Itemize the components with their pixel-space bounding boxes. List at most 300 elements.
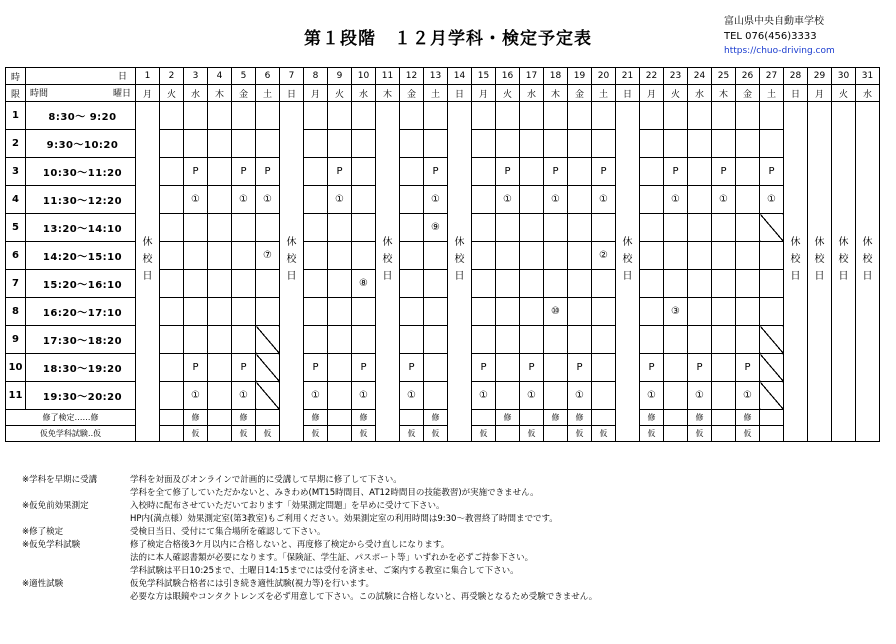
school-name: 富山県中央自動車学校 [724, 16, 824, 27]
schedule-cell [520, 102, 544, 130]
schedule-cell [232, 270, 256, 298]
note-row [22, 591, 597, 604]
exam-mark: 仮 [472, 426, 496, 442]
lesson-number-mark: ① [472, 382, 496, 410]
weekday-header: 水 [856, 85, 880, 102]
schedule-cell [160, 242, 184, 270]
closed-day-cell [784, 102, 808, 442]
schedule-cell [736, 242, 760, 270]
day-header: 13 [424, 68, 448, 85]
schedule-cell [688, 186, 712, 214]
day-header: 3 [184, 68, 208, 85]
weekday-header: 金 [736, 85, 760, 102]
schedule-cell [400, 214, 424, 242]
note-row [22, 578, 597, 591]
day-header: 19 [568, 68, 592, 85]
period-number: 9 [6, 326, 26, 354]
schedule-cell [520, 326, 544, 354]
weekday-header: 土 [592, 85, 616, 102]
p-mark: P [544, 158, 568, 186]
schedule-cell [328, 242, 352, 270]
schedule-cell [208, 102, 232, 130]
bottom-cell [400, 410, 424, 426]
exam-mark: 仮 [184, 426, 208, 442]
schedule-cell [160, 158, 184, 186]
schedule-cell [352, 214, 376, 242]
weekday-header: 水 [352, 85, 376, 102]
schedule-cell [592, 102, 616, 130]
schedule-cell [760, 326, 784, 354]
schedule-cell [184, 298, 208, 326]
day-label-cell [26, 68, 136, 85]
schedule-cell [736, 270, 760, 298]
schedule-cell [160, 102, 184, 130]
day-label: 日 [117, 72, 127, 82]
schedule-cell [568, 326, 592, 354]
schedule-cell [232, 326, 256, 354]
day-header: 9 [328, 68, 352, 85]
weekday-header: 木 [376, 85, 400, 102]
schedule-cell [592, 326, 616, 354]
p-mark: P [232, 354, 256, 382]
weekday-header: 日 [784, 85, 808, 102]
bottom-cell [592, 410, 616, 426]
schedule-cell [736, 298, 760, 326]
closed-day-cell [832, 102, 856, 442]
schedule-cell [424, 326, 448, 354]
weekday-header: 金 [232, 85, 256, 102]
bottom-cell [544, 426, 568, 442]
note-text: 学科試験は平日10:25まで、土曜日14:15までには受付を済ませ、ご案内する教室に集合して下さい。 [130, 566, 519, 576]
period-time: 10:30〜11:20 [26, 158, 136, 186]
p-mark: P [520, 354, 544, 382]
weekday-header: 月 [472, 85, 496, 102]
schedule-cell [712, 298, 736, 326]
closed-label [376, 234, 399, 285]
weekday-header: 火 [664, 85, 688, 102]
schedule-cell [184, 242, 208, 270]
schedule-cell [208, 130, 232, 158]
schedule-cell [256, 270, 280, 298]
exam-mark: 修 [568, 410, 592, 426]
note-text: 法的に本人確認書類が必要になります。「保険証、学生証、パスポート等」いずれかを必ずご持参下さい。 [130, 553, 534, 563]
schedule-cell [184, 214, 208, 242]
period-time: 16:20〜17:10 [26, 298, 136, 326]
bottom-row-label: 仮免学科試験‥仮 [6, 426, 136, 442]
schedule-cell [664, 102, 688, 130]
schedule-cell [688, 214, 712, 242]
schedule-cell [304, 102, 328, 130]
schedule-cell [592, 214, 616, 242]
weekday-header: 土 [424, 85, 448, 102]
schedule-cell [328, 354, 352, 382]
schedule-cell [232, 130, 256, 158]
schedule-cell [760, 354, 784, 382]
weekday-header: 月 [304, 85, 328, 102]
lesson-number-mark: ① [712, 186, 736, 214]
schedule-cell [160, 186, 184, 214]
schedule-cell [424, 354, 448, 382]
closed-label [448, 234, 471, 285]
schedule-cell [160, 214, 184, 242]
schedule-cell [688, 158, 712, 186]
notes-section [22, 474, 597, 604]
schedule-cell [760, 242, 784, 270]
note-key: ※適性試験 [22, 579, 64, 589]
schedule-cell [400, 186, 424, 214]
schedule-cell [208, 298, 232, 326]
closed-label [280, 234, 303, 285]
closed-day-cell [808, 102, 832, 442]
jigen-header-2: 限 [6, 85, 26, 102]
period-time: 9:30〜10:20 [26, 130, 136, 158]
weekday-header: 日 [448, 85, 472, 102]
closed-label [616, 234, 639, 285]
p-mark: P [400, 354, 424, 382]
note-row [22, 487, 597, 500]
day-header: 15 [472, 68, 496, 85]
weekday-header: 木 [208, 85, 232, 102]
note-row [22, 565, 597, 578]
schedule-cell [568, 102, 592, 130]
bottom-cell [520, 410, 544, 426]
exam-mark: 仮 [736, 426, 760, 442]
exam-mark: 仮 [352, 426, 376, 442]
schedule-cell [400, 326, 424, 354]
schedule-cell [544, 354, 568, 382]
schedule-cell [400, 270, 424, 298]
day-header: 23 [664, 68, 688, 85]
period-time: 15:20〜16:10 [26, 270, 136, 298]
weekday-header: 火 [328, 85, 352, 102]
schedule-cell [736, 158, 760, 186]
lesson-number-mark: ① [184, 186, 208, 214]
schedule-cell [520, 158, 544, 186]
schedule-cell [160, 130, 184, 158]
period-time: 11:30〜12:20 [26, 186, 136, 214]
schedule-cell [592, 354, 616, 382]
exam-mark: 仮 [304, 426, 328, 442]
weekday-header: 火 [160, 85, 184, 102]
bottom-cell [712, 410, 736, 426]
weekday-header: 木 [712, 85, 736, 102]
schedule-cell [568, 242, 592, 270]
schedule-cell [640, 214, 664, 242]
schedule-cell [496, 130, 520, 158]
lesson-number-mark: ① [640, 382, 664, 410]
schedule-cell [520, 270, 544, 298]
schedule-cell [256, 382, 280, 410]
closed-char: 校 [142, 254, 153, 265]
weekday-header: 土 [256, 85, 280, 102]
schedule-cell [712, 354, 736, 382]
schedule-cell [664, 130, 688, 158]
bottom-cell [328, 426, 352, 442]
note-text: 修了検定合格後3ケ月以内に合格しないと、再度修了検定から受け直しになります。 [130, 540, 450, 550]
schedule-cell [712, 242, 736, 270]
schedule-cell [760, 130, 784, 158]
schedule-cell [352, 130, 376, 158]
closed-char: 日 [286, 271, 297, 282]
schedule-cell [208, 242, 232, 270]
weekday-label: 曜日 [112, 89, 131, 99]
bottom-cell [160, 410, 184, 426]
p-mark: P [760, 158, 784, 186]
schedule-cell [304, 186, 328, 214]
schedule-cell [328, 270, 352, 298]
schedule-cell [496, 102, 520, 130]
closed-label [808, 234, 831, 285]
lesson-number-mark: ① [568, 382, 592, 410]
schedule-cell [184, 270, 208, 298]
closed-char: 日 [382, 271, 393, 282]
note-key: ※仮免学科試験 [22, 540, 81, 550]
period-number: 4 [6, 186, 26, 214]
schedule-cell [520, 214, 544, 242]
schedule-cell [664, 242, 688, 270]
lesson-number-mark: ① [736, 382, 760, 410]
note-key [22, 552, 130, 565]
schedule-cell [664, 270, 688, 298]
note-row [22, 552, 597, 565]
schedule-cell [424, 382, 448, 410]
closed-char: 休 [382, 237, 393, 248]
schedule-cell [256, 130, 280, 158]
closed-char: 校 [622, 254, 633, 265]
weekday-header: 月 [808, 85, 832, 102]
schedule-cell [712, 130, 736, 158]
exam-mark: 仮 [568, 426, 592, 442]
closed-char: 日 [454, 271, 465, 282]
period-number: 7 [6, 270, 26, 298]
schedule-cell [256, 214, 280, 242]
lesson-number-mark: ① [544, 186, 568, 214]
p-mark: P [592, 158, 616, 186]
schedule-cell [208, 354, 232, 382]
school-url[interactable]: https://chuo-driving.com [724, 46, 835, 56]
lesson-number-mark: ① [304, 382, 328, 410]
exam-mark: 仮 [640, 426, 664, 442]
closed-char: 校 [838, 254, 849, 265]
schedule-cell [304, 326, 328, 354]
schedule-cell [304, 242, 328, 270]
exam-mark: 修 [688, 410, 712, 426]
period-time: 19:30〜20:20 [26, 382, 136, 410]
schedule-cell [400, 298, 424, 326]
note-row [22, 474, 597, 487]
day-header: 20 [592, 68, 616, 85]
weekday-header: 日 [280, 85, 304, 102]
closed-label [784, 234, 807, 285]
closed-label [856, 234, 879, 285]
schedule-cell [568, 130, 592, 158]
period-number: 8 [6, 298, 26, 326]
header-weekday-row [6, 85, 880, 102]
schedule-cell [208, 214, 232, 242]
day-header: 1 [136, 68, 160, 85]
schedule-cell [592, 270, 616, 298]
exam-mark: 仮 [688, 426, 712, 442]
schedule-cell [304, 270, 328, 298]
lesson-number-mark: ① [760, 186, 784, 214]
exam-mark: 修 [544, 410, 568, 426]
note-text: HP内(満点様）効果測定室(第3教室)もご利用ください。効果測定室の利用時間は9:30〜教習終了時間までです。 [130, 514, 558, 524]
schedule-cell [496, 270, 520, 298]
note-key: ※仮免前効果測定 [22, 501, 89, 511]
lesson-number-mark: ① [232, 186, 256, 214]
closed-char: 休 [622, 237, 633, 248]
schedule-cell [472, 158, 496, 186]
schedule-cell [736, 186, 760, 214]
exam-mark: 修 [496, 410, 520, 426]
schedule-cell [472, 242, 496, 270]
schedule-cell [544, 214, 568, 242]
exam-mark: 仮 [520, 426, 544, 442]
weekday-header: 水 [520, 85, 544, 102]
closed-day-cell [280, 102, 304, 442]
note-key: ※修了検定 [22, 527, 64, 537]
lesson-number-mark: ⑨ [424, 214, 448, 242]
lesson-number-mark: ① [664, 186, 688, 214]
schedule-cell [472, 298, 496, 326]
schedule-cell [472, 214, 496, 242]
bottom-cell [256, 410, 280, 426]
period-number: 1 [6, 102, 26, 130]
schedule-cell [400, 242, 424, 270]
schedule-cell [520, 298, 544, 326]
p-mark: P [184, 158, 208, 186]
closed-char: 休 [790, 237, 801, 248]
schedule-cell [472, 186, 496, 214]
lesson-number-mark: ① [520, 382, 544, 410]
weekday-header: 日 [616, 85, 640, 102]
schedule-cell [160, 326, 184, 354]
schedule-cell [352, 102, 376, 130]
lesson-number-mark: ⑩ [544, 298, 568, 326]
lesson-number-mark: ⑧ [352, 270, 376, 298]
closed-char: 校 [286, 254, 297, 265]
closed-char: 日 [814, 271, 825, 282]
schedule-cell [712, 102, 736, 130]
closed-label [136, 234, 159, 285]
schedule-cell [664, 354, 688, 382]
p-mark: P [688, 354, 712, 382]
note-key [22, 513, 130, 526]
note-key [22, 565, 130, 578]
schedule-cell [160, 354, 184, 382]
p-mark: P [328, 158, 352, 186]
schedule-cell [640, 186, 664, 214]
p-mark: P [232, 158, 256, 186]
schedule-cell [208, 270, 232, 298]
schedule-cell [208, 186, 232, 214]
schedule-cell [400, 102, 424, 130]
schedule-cell [304, 298, 328, 326]
schedule-cell [496, 298, 520, 326]
period-time: 8:30〜 9:20 [26, 102, 136, 130]
day-header: 7 [280, 68, 304, 85]
lesson-number-mark: ① [256, 186, 280, 214]
schedule-cell [736, 326, 760, 354]
period-time: 18:30〜19:20 [26, 354, 136, 382]
weekday-header: 木 [544, 85, 568, 102]
schedule-cell [568, 158, 592, 186]
closed-char: 校 [862, 254, 873, 265]
period-time: 13:20〜14:10 [26, 214, 136, 242]
schedule-cell [232, 298, 256, 326]
page-title: 第１段階 １２月学科・検定予定表 [304, 29, 592, 49]
closed-char: 休 [862, 237, 873, 248]
weekday-header: 火 [496, 85, 520, 102]
closed-day-cell [136, 102, 160, 442]
schedule-cell [760, 382, 784, 410]
schedule-cell [664, 214, 688, 242]
schedule-cell [640, 326, 664, 354]
schedule-cell [712, 270, 736, 298]
closed-char: 日 [622, 271, 633, 282]
schedule-cell [760, 214, 784, 242]
schedule-cell [568, 270, 592, 298]
day-header: 24 [688, 68, 712, 85]
bottom-cell [472, 410, 496, 426]
schedule-cell [328, 102, 352, 130]
exam-mark: 仮 [592, 426, 616, 442]
schedule-cell [640, 298, 664, 326]
schedule-cell [304, 158, 328, 186]
schedule-cell [352, 242, 376, 270]
exam-mark: 修 [424, 410, 448, 426]
bottom-row-label: 修了検定……修 [6, 410, 136, 426]
bottom-cell [712, 426, 736, 442]
schedule-cell [736, 214, 760, 242]
bottom-cell [664, 426, 688, 442]
lesson-number-mark: ① [592, 186, 616, 214]
bottom-cell [160, 426, 184, 442]
closed-day-cell [448, 102, 472, 442]
lesson-number-mark: ② [592, 242, 616, 270]
note-text: 必要な方は眼鏡やコンタクトレンズを必ず用意して下さい。この試験に合格しないと、再受験となるため受験できません。 [130, 592, 598, 602]
schedule-cell [304, 214, 328, 242]
schedule-cell [208, 158, 232, 186]
schedule-cell [328, 382, 352, 410]
weekday-header: 金 [568, 85, 592, 102]
note-row [22, 513, 597, 526]
schedule-cell [496, 382, 520, 410]
lesson-number-mark: ① [352, 382, 376, 410]
schedule-cell [544, 242, 568, 270]
day-header: 31 [856, 68, 880, 85]
exam-mark: 修 [304, 410, 328, 426]
note-text: 学科を対面及びオンラインで計画的に受講して早期に修了して下さい。 [130, 475, 402, 485]
weekday-header: 月 [136, 85, 160, 102]
exam-mark: 仮 [400, 426, 424, 442]
closed-char: 日 [838, 271, 849, 282]
schedule-cell [160, 270, 184, 298]
schedule-cell [688, 102, 712, 130]
day-header: 25 [712, 68, 736, 85]
closed-char: 校 [814, 254, 825, 265]
schedule-cell [400, 158, 424, 186]
day-header: 10 [352, 68, 376, 85]
period-number: 6 [6, 242, 26, 270]
schedule-cell [496, 326, 520, 354]
schedule-cell [736, 102, 760, 130]
schedule-cell [592, 130, 616, 158]
closed-day-cell [616, 102, 640, 442]
schedule-cell [184, 326, 208, 354]
schedule-cell [424, 102, 448, 130]
note-row [22, 539, 597, 552]
